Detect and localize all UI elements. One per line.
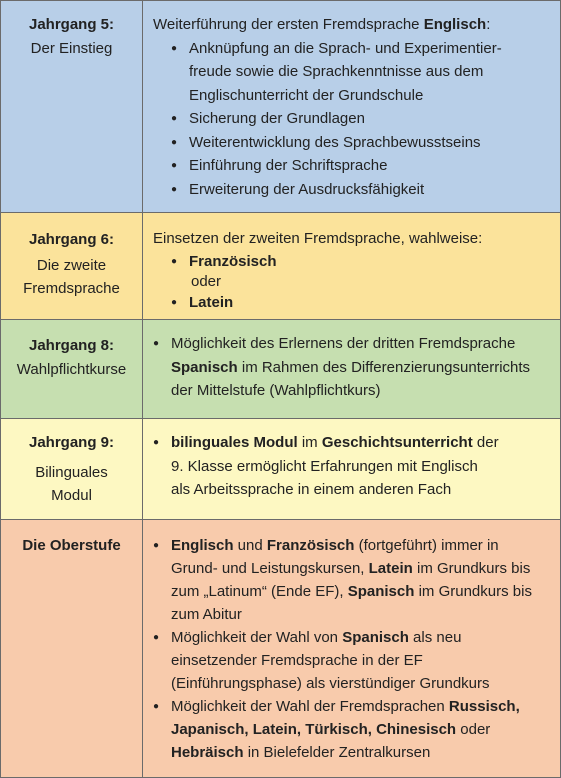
bullet-icon: ●: [171, 42, 178, 54]
bullet-icon: ●: [171, 160, 178, 171]
right-cell: [143, 213, 561, 320]
right-cell: [143, 419, 561, 520]
bullet-icon: ●: [153, 632, 160, 643]
line: (Einführungsphase) als vierstündiger Grundkurs: [171, 675, 490, 692]
bullet-list: [171, 37, 556, 202]
line: Sicherung der Grundlagen: [189, 110, 365, 127]
intro-text: [153, 13, 556, 37]
left-cell: [1, 520, 143, 778]
row-subtitle: Bilinguales: [35, 463, 108, 481]
list-item: [171, 131, 556, 155]
line: Hebräisch in Bielefelder Zentralkursen: [171, 744, 431, 761]
line: Möglichkeit des Erlernens der dritten Fremdsprache: [171, 335, 516, 352]
line: 9. Klasse ermöglicht Erfahrungen mit Englisch: [171, 457, 478, 475]
row-subtitle: Wahlpflichtkurse: [16, 360, 127, 378]
list-item-plain: [171, 272, 556, 292]
row-title: Die Oberstufe: [22, 537, 121, 554]
list-item: [171, 292, 556, 313]
line: Erweiterung der Ausdrucksfähigkeit: [189, 180, 425, 198]
bullet-icon: ●: [153, 540, 160, 551]
row-subtitle: Die zweite: [36, 256, 107, 274]
list-item: [171, 154, 556, 178]
intro-seg: :: [486, 16, 491, 33]
row-subtitle: Der Einstieg: [30, 39, 113, 57]
line: Grund- und Leistungskursen, Latein im Grundkurs bis: [171, 560, 531, 577]
right-cell: [143, 320, 561, 419]
bullet-icon: ●: [171, 113, 178, 124]
row-jahrgang-5: [1, 1, 561, 213]
row-jahrgang-8: [1, 320, 561, 419]
left-cell: [1, 1, 143, 213]
left-cell: [1, 213, 143, 320]
row-subtitle: Modul: [51, 487, 92, 504]
row-title: Jahrgang 9:: [28, 434, 115, 451]
bullet-icon: ●: [153, 437, 160, 448]
left-cell: [1, 320, 143, 419]
line: einsetzender Fremdsprache in der EF: [171, 652, 423, 669]
intro-seg: Weiterführung der ersten Fremdsprache: [153, 16, 424, 33]
bullet-icon: ●: [153, 701, 160, 712]
bullet-icon: ●: [171, 136, 178, 148]
line: Französisch: [189, 252, 277, 270]
bullet-icon: ●: [153, 338, 160, 349]
row-title: Jahrgang 8:: [28, 337, 115, 354]
list-item: [153, 431, 556, 502]
bullet-icon: ●: [171, 255, 178, 267]
line: Japanisch, Latein, Türkisch, Chinesisch oder: [171, 721, 491, 738]
list-item: [171, 37, 556, 108]
line: Einführung der Schriftsprache: [189, 157, 388, 174]
bullet-list: [153, 431, 556, 502]
bullet-icon: ●: [171, 296, 178, 308]
list-item: [171, 178, 556, 202]
list-item: [153, 626, 556, 695]
line: Englisch und Französisch (fortgeführt) immer in: [171, 537, 499, 554]
list-item: [153, 534, 556, 626]
intro-seg: Englisch: [423, 16, 487, 33]
row-jahrgang-9: [1, 419, 561, 520]
line: Latein: [189, 293, 234, 311]
bullet-list: [171, 251, 556, 313]
intro-text: [153, 227, 556, 251]
line: oder: [191, 272, 222, 290]
left-cell: [1, 419, 143, 520]
line: Englischunterricht der Grundschule: [189, 86, 424, 104]
bullet-list: [153, 332, 556, 403]
row-title: Jahrgang 5:: [28, 16, 115, 33]
line: der Mittelstufe (Wahlpflichtkurs): [171, 382, 381, 399]
line: Spanisch im Rahmen des Differenzierungsunterrichts: [171, 358, 531, 376]
line: als Arbeitssprache in einem anderen Fach: [171, 481, 452, 498]
line: zum Abitur: [171, 606, 242, 623]
list-item: [171, 107, 556, 131]
row-subtitle: Fremdsprache: [23, 280, 120, 297]
row-title: Jahrgang 6:: [28, 231, 115, 248]
list-item: [153, 332, 556, 403]
list-item: [171, 251, 556, 272]
line: zum „Latinum“ (Ende EF), Spanisch im Grundkurs bis: [171, 583, 532, 600]
line: bilinguales Modul im Geschichtsunterricht der: [171, 434, 499, 451]
line: Möglichkeit der Wahl der Fremdsprachen Russisch,: [171, 698, 520, 715]
row-oberstufe: [1, 520, 561, 778]
bullet-list: [153, 534, 556, 764]
right-cell: [143, 1, 561, 213]
intro-seg: Einsetzen der zweiten Fremdsprache, wahlweise:: [153, 230, 483, 247]
line: freude sowie die Sprachkenntnisse aus dem: [189, 63, 484, 80]
line: Weiterentwicklung des Sprachbewusstseins: [189, 133, 481, 151]
right-cell: [143, 520, 561, 778]
line: Möglichkeit der Wahl von Spanisch als neu: [171, 629, 462, 646]
line: Anknüpfung an die Sprach- und Experimentier-: [189, 39, 502, 57]
row-jahrgang-6: [1, 213, 561, 320]
bullet-icon: ●: [171, 183, 178, 195]
list-item: [153, 695, 556, 764]
